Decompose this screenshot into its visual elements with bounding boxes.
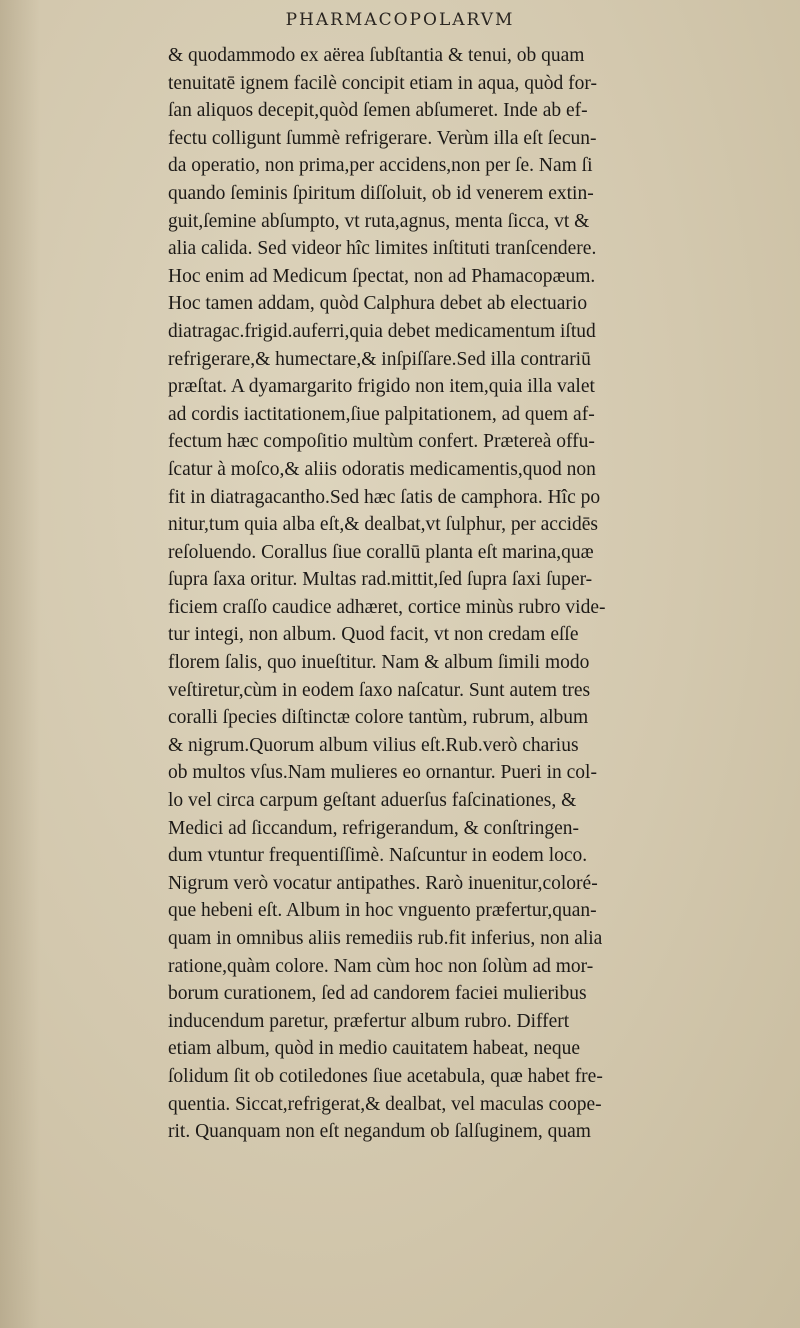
text-line: fectu colligunt ſummè refrigerare. Verùm illa eſt ſecun- [168,127,597,149]
text-line: nitur,tum quia alba eſt,& dealbat,vt ſulphur, per accidēs [168,514,599,536]
text-line: florem ſalis, quo inueſtitur. Nam & album ſimili modo [168,652,590,674]
text-line: & quodammodo ex aërea ſubſtantia & tenui, ob quam [168,45,585,66]
text-line: tur integi, non album. Quod facit, vt non credam eſſe [168,624,579,646]
text-line: Nigrum verò vocatur antipathes. Rarò inuenitur,coloré- [168,872,598,894]
text-line: ſcatur à moſco,& aliis odoratis medicamentis,quod non [168,458,596,480]
text-line: quando ſeminis ſpiritum diſſoluit, ob id venerem extin- [168,182,594,204]
text-line: quentia. Siccat,refrigerat,& dealbat, vel maculas coope- [168,1093,602,1115]
text-line: reſoluendo. Corallus ſiue corallū planta eſt marina,quæ [168,541,594,563]
text-line: quam in omnibus aliis remediis rub.fit inferius, non alia [168,928,603,949]
text-line: dum vtuntur frequentiſſimè. Naſcuntur in eodem loco. [168,845,588,867]
text-line: fit in diatragacantho.Sed hæc ſatis de camphora. Hîc po [168,486,601,508]
text-line: ſan aliquos decepit,quòd ſemen abſumeret. Inde ab ef- [168,100,588,122]
text-line: lo vel circa carpum geſtant aduerſus faſcinationes, & [168,790,577,812]
text-line: ficiem craſſo caudice adhæret, cortice minùs rubro vide- [168,596,606,618]
body-text [168,42,788,1146]
text-line: alia calida. Sed videor hîc limites inſtituti tranſcendere. [168,238,597,260]
page-gutter-shadow [0,0,40,1328]
text-line: que hebeni eſt. Album in hoc vnguento præfertur,quan- [168,900,597,922]
text-line: rit. Quanquam non eſt negandum ob ſalſuginem, quam [168,1121,591,1143]
running-header: PHARMACOPOLARVM [285,10,515,30]
text-line: da operatio, non prima,per accidens,non per ſe. Nam ſi [168,155,593,177]
text-line: borum curationem, ſed ad candorem faciei mulieribus [168,983,587,1005]
text-line: ob multos vſus.Nam mulieres eo ornantur. Pueri in col- [168,762,597,784]
text-line: veſtiretur,cùm in eodem ſaxo naſcatur. Sunt autem tres [168,679,591,701]
text-line: ſolidum ſit ob cotiledones ſiue acetabula, quæ habet fre- [168,1065,603,1087]
text-line: ſupra ſaxa oritur. Multas rad.mittit,ſed ſupra ſaxi ſuper- [168,569,593,591]
text-line: inducendum paretur, præfertur album rubro. Differt [168,1010,570,1032]
text-line: refrigerare,& humectare,& inſpiſſare.Sed illa contrariū [168,348,591,370]
text-line: tenuitatē ignem facilè concipit etiam in aqua, quòd for- [168,72,597,94]
text-line: guit,ſemine abſumpto, vt ruta,agnus, menta ſicca, vt & [168,210,590,232]
text-line: etiam album, quòd in medio cauitatem habeat, neque [168,1038,581,1060]
text-line: Hoc tamen addam, quòd Calphura debet ab electuario [168,293,588,315]
text-line: fectum hæc compoſitio multùm confert. Prætereà offu- [168,431,595,453]
text-line: ratione,quàm colore. Nam cùm hoc non ſolùm ad mor- [168,955,594,977]
text-line: ad cordis iactitationem,ſiue palpitationem, ad quem af- [168,403,595,425]
text-line: coralli ſpecies diſtinctæ colore tantùm, rubrum, album [168,707,589,729]
text-line: præſtat. A dyamargarito frigido non item,quia illa valet [168,376,595,398]
text-line: Medici ad ſiccandum, refrigerandum, & conſtringen- [168,817,579,839]
text-line: & nigrum.Quorum album vilius eſt.Rub.verò charius [168,734,579,756]
text-line: Hoc enim ad Medicum ſpectat, non ad Phamacopæum. [168,265,596,287]
text-line: diatragac.frigid.auferri,quia debet medicamentum iſtud [168,320,596,342]
